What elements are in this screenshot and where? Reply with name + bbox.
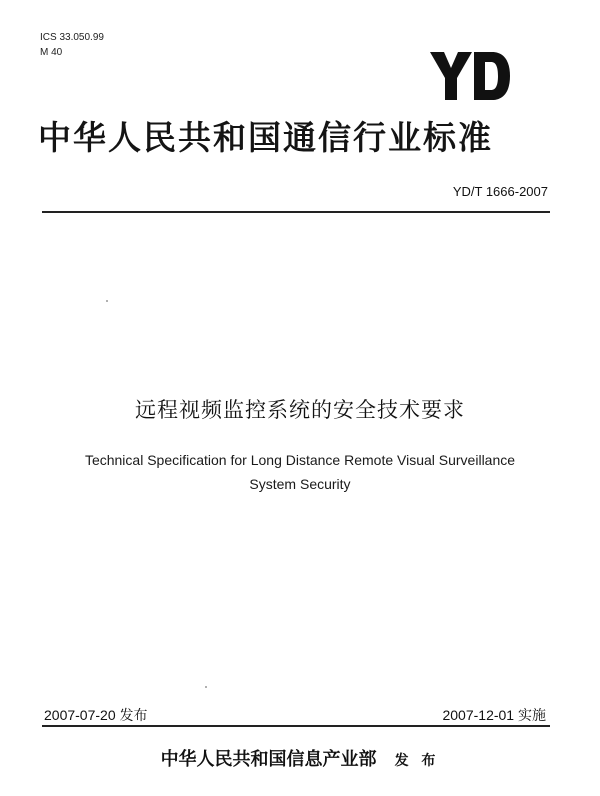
category-code: M 40 bbox=[40, 47, 63, 58]
document-title-en-line2: System Security bbox=[249, 476, 351, 492]
document-title-cn: 远程视频监控系统的安全技术要求 bbox=[135, 398, 465, 422]
scan-speck bbox=[205, 686, 207, 688]
footer-divider bbox=[42, 725, 550, 727]
implementation-date: 2007-12-01 实施 bbox=[442, 707, 546, 723]
scan-speck bbox=[106, 300, 108, 302]
issuer-name: 中华人民共和国信息产业部 bbox=[160, 749, 377, 770]
issuer-action: 发 布 bbox=[394, 753, 440, 769]
standard-number: YD/T 1666-2007 bbox=[452, 184, 548, 199]
issue-date: 2007-07-20 发布 bbox=[44, 707, 148, 723]
issuer-line bbox=[0, 748, 600, 773]
ics-code: ICS 33.050.99 bbox=[40, 32, 104, 43]
document-title-en bbox=[0, 448, 600, 496]
yd-logo bbox=[430, 50, 510, 102]
document-title-en-line1: Technical Specification for Long Distance Remote Visual Surveillance bbox=[84, 452, 516, 468]
classification-block bbox=[40, 30, 104, 60]
header-divider bbox=[42, 211, 550, 213]
standard-category-title: 中华人民共和国通信行业标准 bbox=[38, 118, 493, 157]
